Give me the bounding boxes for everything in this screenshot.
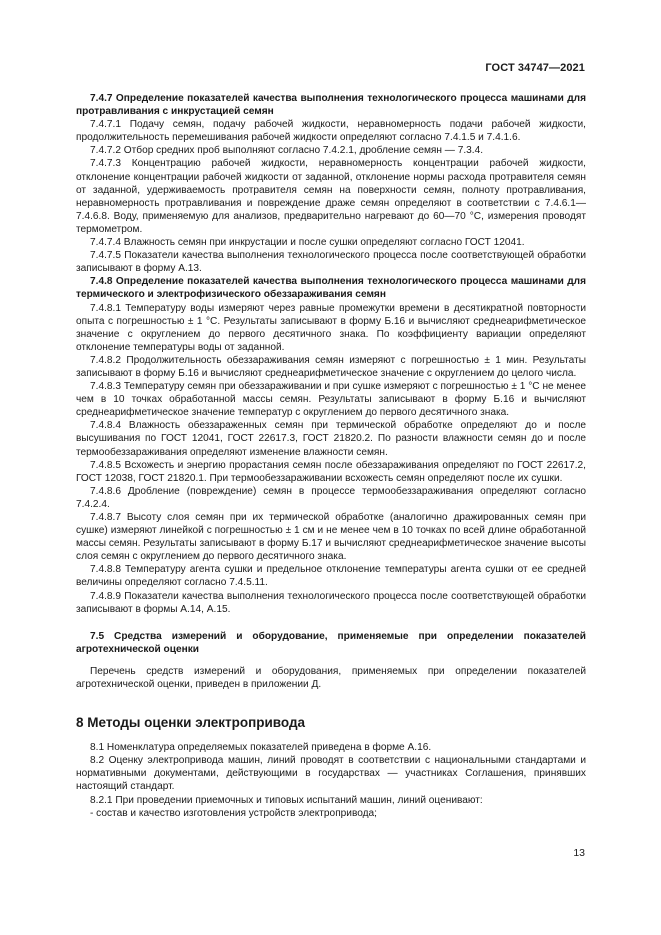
paragraph-7-4-8-1: 7.4.8.1 Температуру воды измеряют через равные промежутки времени в десятикратной повторности опыта с погрешностью ± 1 °С. Результаты записывают в форму Б.16 и вычисляют среднеарифметическое значение с округлением до первого десятичного знака. По коэффициенту вариации определяют отклонение температуры воды от заданной.: [76, 302, 586, 353]
paragraph-7-4-7-2: 7.4.7.2 Отбор средних проб выполняют согласно 7.4.2.1, дробление семян — 7.3.4.: [90, 145, 484, 157]
section-8-title: 8 Методы оценки электропривода: [76, 715, 306, 731]
list-item-8-2-1-a: - состав и качество изготовления устройств электропривода;: [90, 807, 377, 819]
paragraph-7-4-7-1: 7.4.7.1 Подачу семян, подачу рабочей жидкости, неравномерность подачи рабочей жидкости, продолжительность перемешивания рабочей жидкости определяют согласно 7.4.1.5 и 7.4.1.6.: [76, 119, 586, 144]
paragraph-7-4-8-2: 7.4.8.2 Продолжительность обеззараживания семян измеряют с погрешностью ± 1 мин. Результаты записывают в форму Б.16 и вычисляют среднеарифметическое значение с округлением до целого числа.: [76, 354, 586, 379]
paragraph-7-4-8-7: 7.4.8.7 Высоту слоя семян при их термической обработке (аналогично дражированных семян при сушке) измеряют линейкой с погрешностью ± 1 см и не менее чем в 10 точках по всей длине обработанной массы семян. Результаты записывают в форму Б.17 и вычисляют среднеарифметическое значение высоты слоя семян с округлением до первого десятичного знака.: [76, 512, 586, 563]
paragraph-7-4-8-4: 7.4.8.4 Влажность обеззараженных семян при термической обработке определяют до и после высушивания по ГОСТ 12041, ГОСТ 22617.3, ГОСТ 21820.2. По разности влажности семян до и после термообеззараживания определяют изменение влажности семян.: [76, 420, 586, 458]
paragraph-7-4-8-3: 7.4.8.3 Температуру семян при обеззараживании и при сушке измеряют с погрешностью ± 1 °С не менее чем в 10 точках обработанной массы семян. Результаты записывают в форму Б.16 и вычисляют среднеарифметическое значение температур с округлением до первого десятичного знака.: [76, 381, 586, 419]
paragraph-8-1: 8.1 Номенклатура определяемых показателей приведена в форме А.16.: [90, 742, 432, 754]
page-number: 13: [573, 847, 585, 859]
paragraph-7-4-7-3: 7.4.7.3 Концентрацию рабочей жидкости, неравномерность концентрации рабочей жидкости, отклонение концентрации рабочей жидкости от заданной, отклонение нормы расхода протравителя семян от заданной, удерживаемость протравителя семян на поверхности семян, полноту протравливания, неравномерность протравливания и повреждение драже семян определяют в соответствии с 7.4.6.1—7.4.6.8. Воду, применяемую для анализов, предварительно нагревают до 60—70 °С, измерения проводят термометром.: [76, 158, 586, 235]
paragraph-7-4-8-6: 7.4.8.6 Дробление (повреждение) семян в процессе термообеззараживания определяют согласно 7.4.2.4.: [76, 485, 586, 510]
paragraph-8-2: 8.2 Оценку электропривода машин, линий проводят в соответствии с национальными стандартами и нормативными документами, действующими в государствах — участниках Соглашения, принявших настоящий стандарт.: [76, 755, 586, 793]
document-body: [76, 92, 586, 820]
document-id-header: ГОСТ 34747—2021: [485, 62, 585, 74]
heading-7-5: 7.5 Средства измерений и оборудование, применяемые при определении показателей агротехнической оценки: [76, 630, 586, 655]
heading-7-4-7: 7.4.7 Определение показателей качества выполнения технологического процесса машинами для протравливания с инкрустацией семян: [76, 93, 586, 118]
heading-7-4-8: 7.4.8 Определение показателей качества выполнения технологического процесса машинами для термического и электрофизического обеззараживания семян: [76, 276, 586, 301]
paragraph-7-5: Перечень средств измерений и оборудования, применяемых при определении показателей агротехнической оценки, приведен в приложении Д.: [76, 665, 586, 691]
paragraph-7-4-8-5: 7.4.8.5 Всхожесть и энергию прорастания семян после обеззараживания определяют по ГОСТ 22617.2, ГОСТ 12038, ГОСТ 21820.1. При термообеззараживании всхожесть семян определяют после их сушки.: [76, 459, 586, 484]
paragraph-7-4-7-4: 7.4.7.4 Влажность семян при инкрустации и после сушки определяют согласно ГОСТ 12041.: [90, 237, 525, 249]
paragraph-7-4-8-9: 7.4.8.9 Показатели качества выполнения технологического процесса после соответствующей обработки записывают в формы А.14, А.15.: [76, 590, 586, 615]
paragraph-8-2-1: 8.2.1 При проведении приемочных и типовых испытаний машин, линий оценивают:: [90, 794, 483, 806]
paragraph-7-4-7-5: 7.4.7.5 Показатели качества выполнения технологического процесса после соответствующей обработки записывают в форму А.13.: [76, 250, 586, 275]
paragraph-7-4-8-8: 7.4.8.8 Температуру агента сушки и предельное отклонение температуры агента сушки от ее средней величины определяют согласно 7.4.5.11.: [76, 564, 586, 589]
